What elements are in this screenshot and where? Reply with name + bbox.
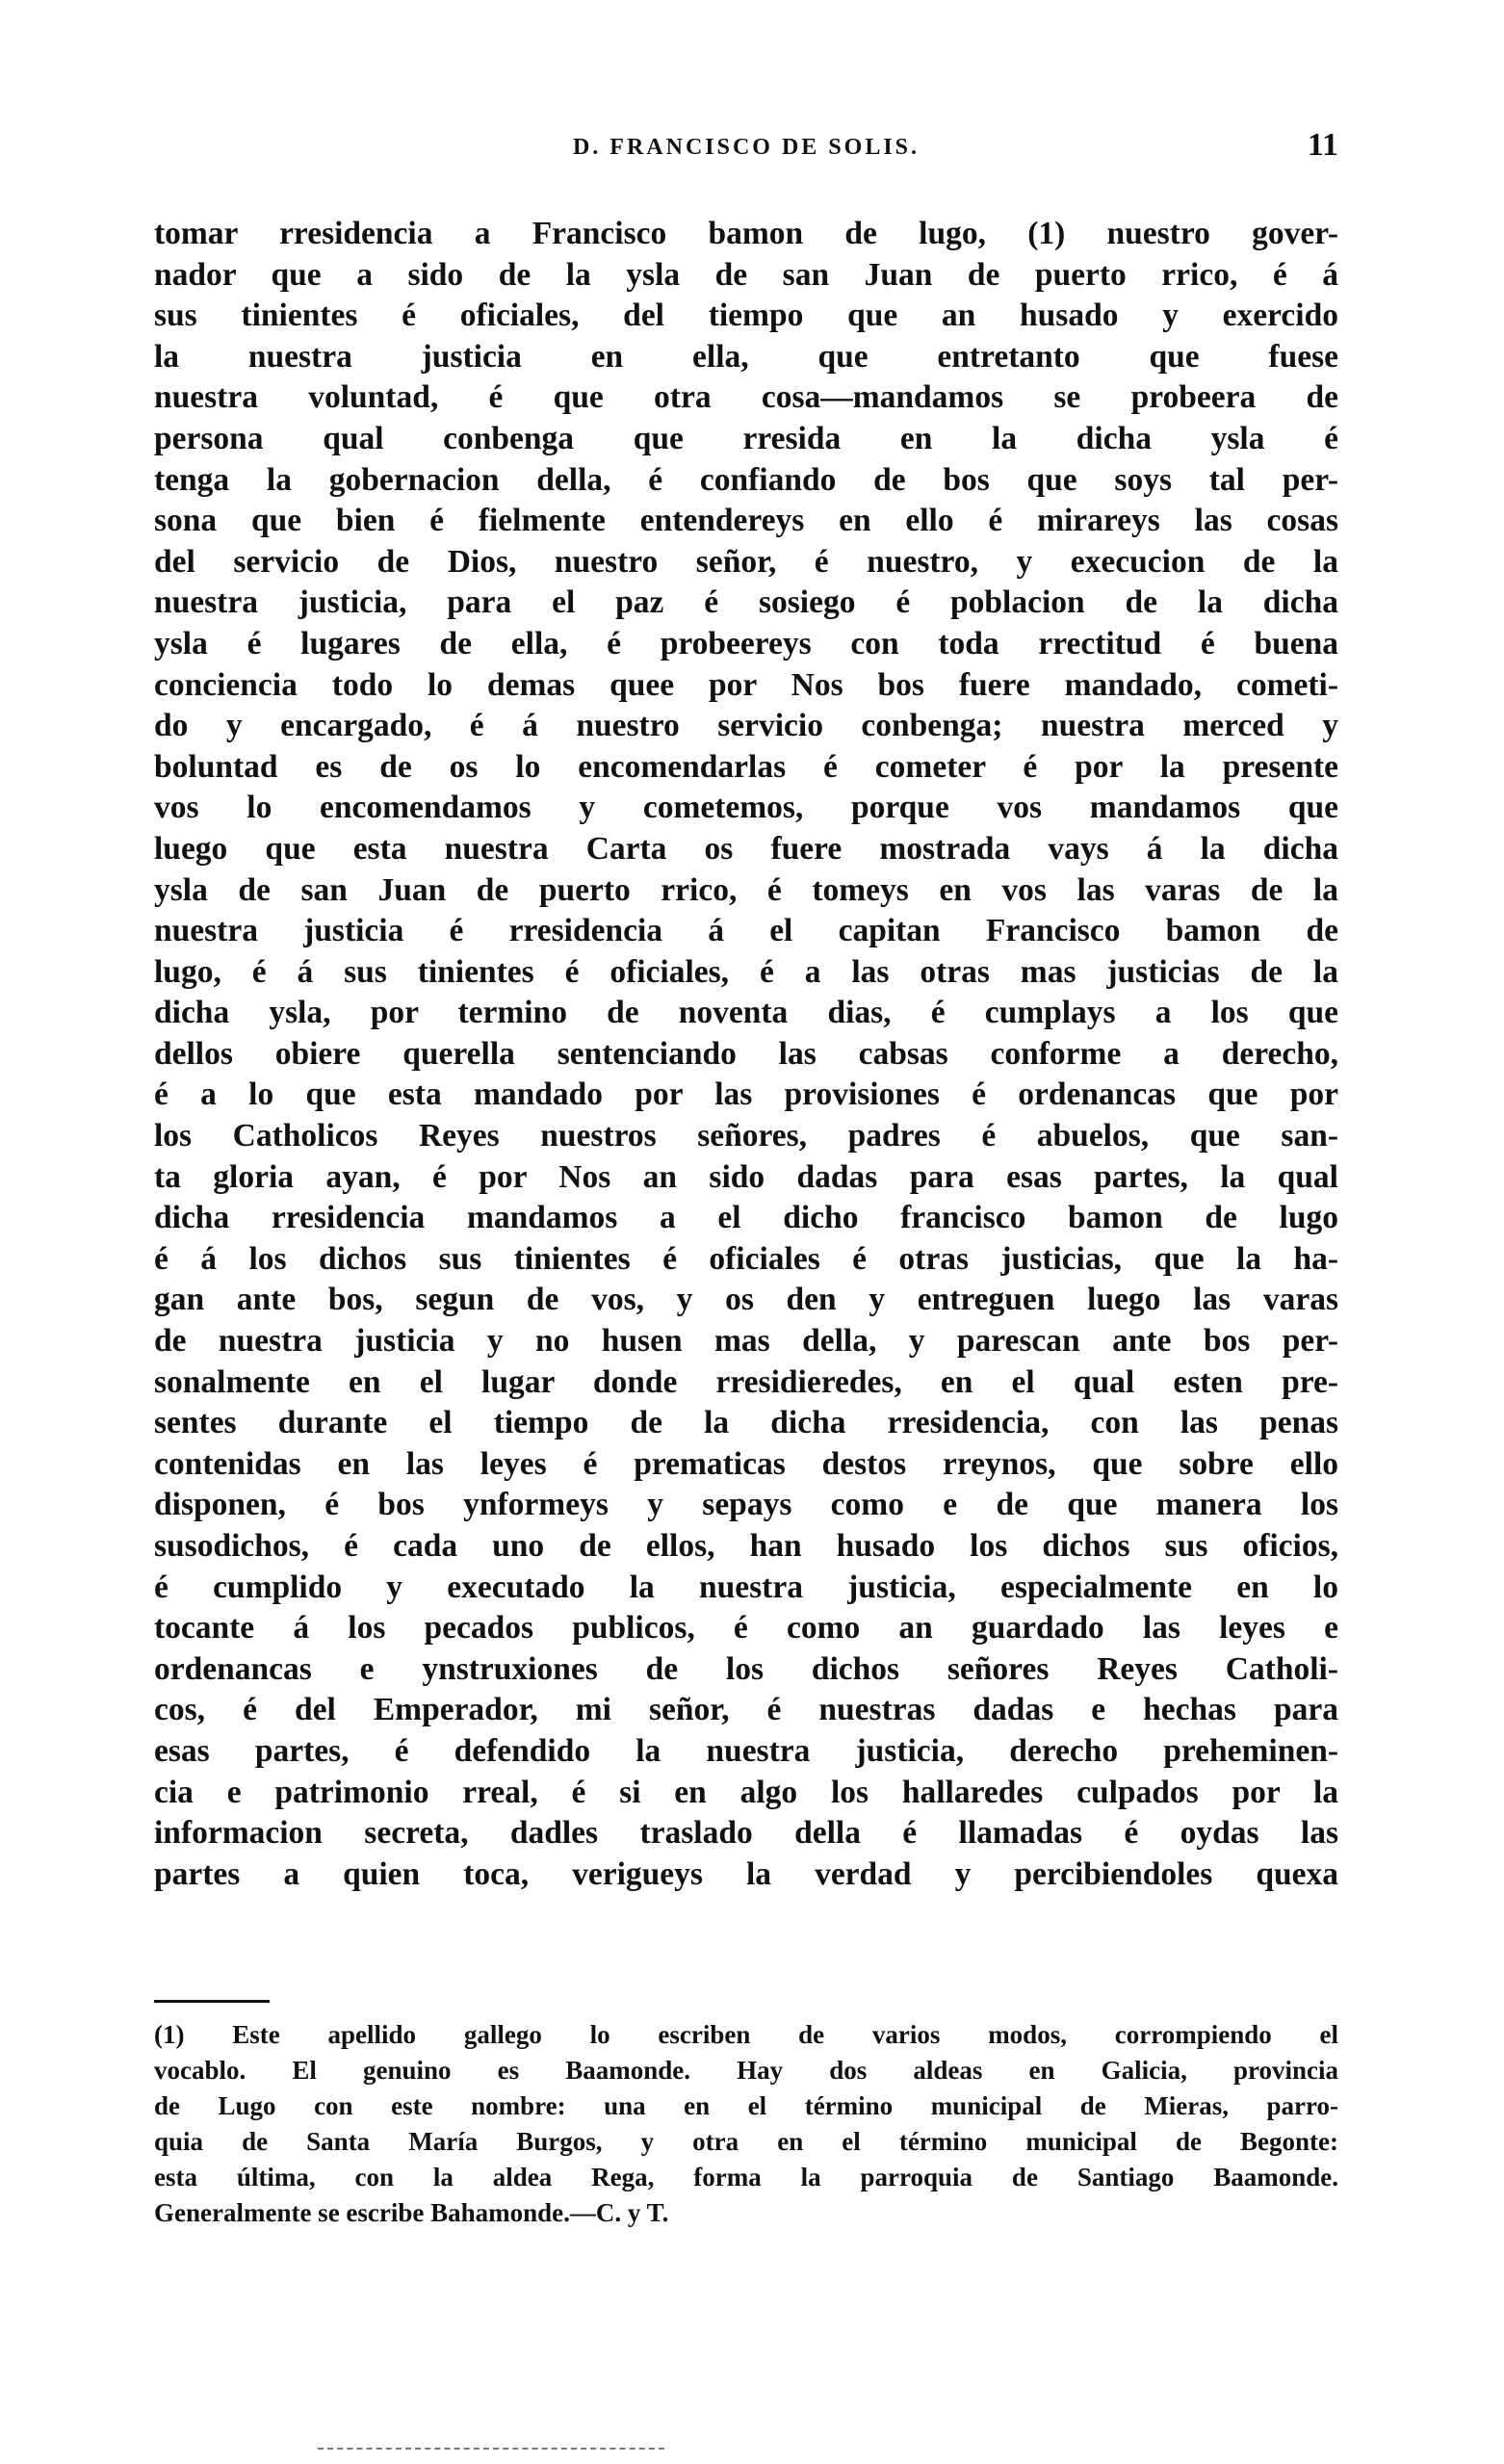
body-line: tomar rresidencia a Francisco bamon de lugo, (1) nuestro gover- [154,216,1338,251]
body-line: lugo, é á sus tinientes é oficiales, é a las otras mas justicias de la [154,953,1338,990]
body-line: contenidas en las leyes é prematicas destos rreynos, que sobre ello [154,1445,1338,1482]
body-line: de nuestra justicia y no husen mas della, y parescan ante bos per- [154,1323,1338,1360]
body-line: cos, é del Emperador, mi señor, é nuestras dadas e hechas para [154,1692,1338,1728]
body-line: é a lo que esta mandado por las provisiones é ordenancas que por [154,1076,1338,1113]
footnote-line: (1) Este apellido gallego lo escriben de varios modos, corrompiendo el [154,2020,1338,2049]
footnote-rule [154,2000,270,2003]
body-line: sus tinientes é oficiales, del tiempo que an husado y exercido [154,298,1338,334]
body-line: nuestra justicia é rresidencia á el capitan Francisco bamon de [154,913,1338,949]
body-line: esas partes, é defendido la nuestra justicia, derecho preheminen- [154,1732,1338,1769]
footnote-line: quia de Santa María Burgos, y otra en el término municipal de Begonte: [154,2127,1338,2156]
body-line: dellos obiere querella sentenciando las cabsas conforme a derecho, [154,1035,1338,1072]
footnote-line: vocablo. El genuino es Baamonde. Hay dos aldeas en Galicia, provincia [154,2056,1338,2085]
body-line: do y encargado, é á nuestro servicio conbenga; nuestra merced y [154,708,1338,744]
scan-artifact-dash [318,2448,664,2450]
footnote [154,2017,1338,2231]
body-line: susodichos, é cada uno de ellos, han husado los dichos sus oficios, [154,1528,1338,1564]
body-line: informacion secreta, dadles traslado della é llamadas é oydas las [154,1815,1338,1852]
body-line: vos lo encomendamos y cometemos, porque vos mandamos que [154,790,1338,826]
running-head [154,123,1338,181]
footnote-line: Generalmente se escribe Bahamonde.—C. y T. [154,2198,669,2227]
body-line: ta gloria ayan, é por Nos an sido dadas para esas partes, la qual [154,1158,1338,1195]
body-line: boluntad es de os lo encomendarlas é cometer é por la presente [154,748,1338,785]
body-line: del servicio de Dios, nuestro señor, é nuestro, y execucion de la [154,543,1338,580]
body-line: nador que a sido de la ysla de san Juan de puerto rrico, é á [154,256,1338,293]
body-text [154,214,1338,1895]
body-line: é cumplido y executado la nuestra justicia, especialmente en lo [154,1569,1338,1605]
body-line: sona que bien é fielmente entendereys en ello é mirareys las cosas [154,503,1338,539]
body-line: dicha rresidencia mandamos a el dicho francisco bamon de lugo [154,1200,1338,1236]
body-line: los Catholicos Reyes nuestros señores, padres é abuelos, que san- [154,1118,1338,1154]
body-line: ysla é lugares de ella, é probeereys con toda rrectitud é buena [154,625,1338,661]
body-line: disponen, é bos ynformeys y sepays como e de que manera los [154,1487,1338,1523]
page-number: 11 [1307,127,1338,163]
body-line: persona qual conbenga que rresida en la dicha ysla é [154,420,1338,456]
body-line: é á los dichos sus tinientes é oficiales é otras justicias, que la ha- [154,1240,1338,1277]
body-line: tenga la gobernacion della, é confiando de bos que soys tal per- [154,461,1338,498]
body-line: tocante á los pecados publicos, é como an guardado las leyes e [154,1610,1338,1647]
body-line: sonalmente en el lugar donde rresidieredes, en el qual esten pre- [154,1363,1338,1400]
body-line: ordenancas e ynstruxiones de los dichos señores Reyes Catholi- [154,1650,1338,1687]
body-line: dicha ysla, por termino de noventa dias, é cumplays a los que [154,995,1338,1031]
footnote-line: de Lugo con este nombre: una en el término municipal de Mieras, parro- [154,2091,1338,2120]
body-line: ysla de san Juan de puerto rrico, é tomeys en vos las varas de la [154,871,1338,908]
body-line: nuestra voluntad, é que otra cosa—mandamos se probeera de [154,379,1338,416]
body-line: nuestra justicia, para el paz é sosiego é poblacion de la dicha [154,584,1338,621]
body-line: partes a quien toca, verigueys la verdad y percibiendoles quexa [154,1855,1338,1892]
body-line: luego que esta nuestra Carta os fuere mostrada vays á la dicha [154,830,1338,867]
body-line: conciencia todo lo demas quee por Nos bos fuere mandado, cometi- [154,666,1338,703]
body-line: la nuestra justicia en ella, que entretanto que fuese [154,338,1338,375]
running-title: D. FRANCISCO DE SOLIS. [572,135,921,160]
body-line: sentes durante el tiempo de la dicha rresidencia, con las penas [154,1405,1338,1441]
footnote-line: esta última, con la aldea Rega, forma la parroquia de Santiago Baamonde. [154,2163,1338,2192]
body-line: gan ante bos, segun de vos, y os den y entreguen luego las varas [154,1282,1338,1318]
body-line: cia e patrimonio rreal, é si en algo los hallaredes culpados por la [154,1774,1338,1810]
